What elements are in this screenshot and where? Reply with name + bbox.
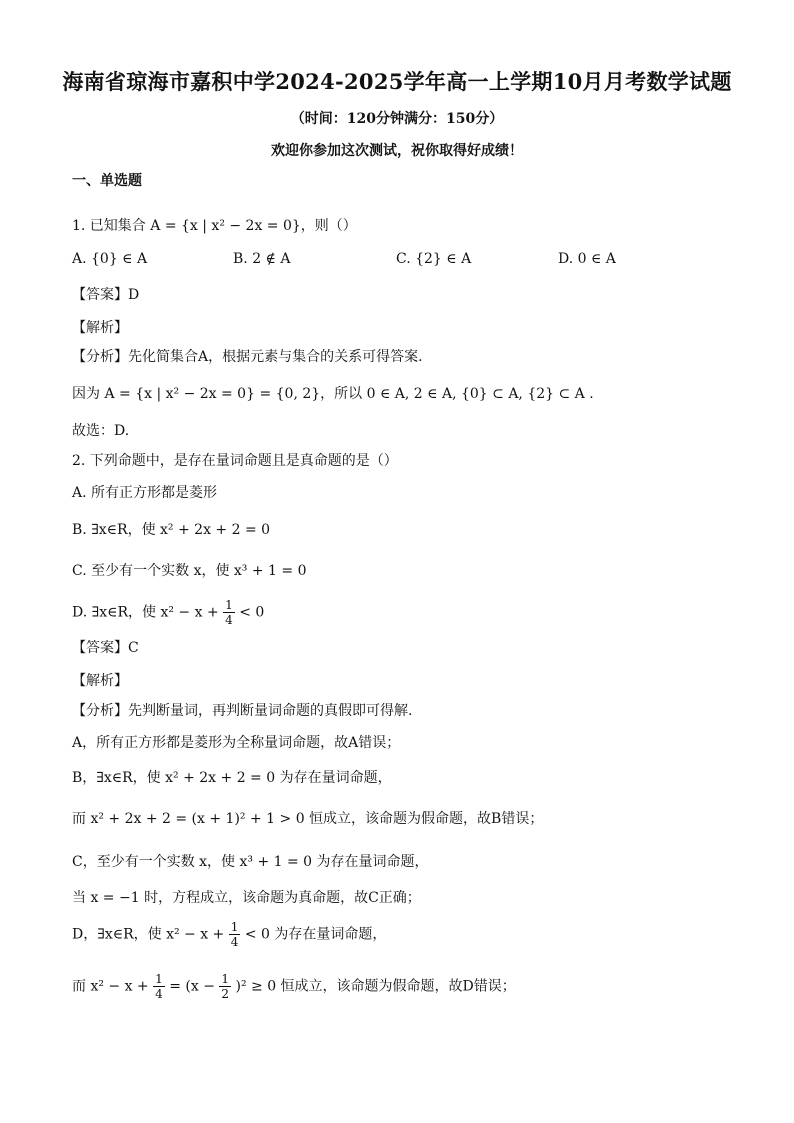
q2-option-d: D. ∃x∈R，使 x² − x + $\frac{1}{4}$ < 0: [72, 598, 265, 627]
q2-explain-a: A，所有正方形都是菱形为全称量词命题，故A错误；: [72, 735, 401, 751]
q1-option-b: B. 2 ∉ A: [233, 251, 291, 267]
q2-explain-d: D，∃x∈R，使 x² − x + $\frac{1}{4}$ < 0 为存在量词命题，: [72, 920, 387, 949]
q1-choice: 故选：D.: [72, 423, 130, 439]
q2-option-d-text: D. ∃x∈R，使 x² − x +: [72, 604, 219, 621]
fraction-one-half: $\frac{1}{2}$: [221, 972, 230, 1001]
q1-option-a: A. {0} ∈ A: [72, 251, 148, 267]
q2-stem: 2. 下列命题中，是存在量词命题且是真命题的是（）: [72, 453, 398, 469]
fraction-one-quarter: $\frac{1}{4}$: [155, 972, 163, 1001]
page-title: 海南省琼海市嘉积中学2024-2025学年高一上学期10月月考数学试题: [62, 69, 732, 94]
greeting-text: 欢迎你参加这次测试，祝你取得好成绩！: [271, 143, 523, 159]
q2-hint: 【分析】先判断量词，再判断量词命题的真假即可得解.: [72, 703, 413, 719]
q1-option-d: D. 0 ∈ A: [558, 251, 616, 267]
q2-answer: 【答案】C: [72, 640, 139, 656]
q1-option-c: C. {2} ∈ A: [396, 251, 472, 267]
q1-hint: 【分析】先化简集合A，根据元素与集合的关系可得答案.: [72, 349, 423, 365]
q2-explain-c: C，至少有一个实数 x，使 x³ + 1 = 0 为存在量词命题，: [72, 854, 429, 870]
fraction-one-quarter: $\frac{1}{4}$: [230, 920, 239, 949]
q2-analysis-label: 【解析】: [72, 673, 128, 689]
q2-explain-b-reason: 而 x² + 2x + 2 = (x + 1)² + 1 > 0 恒成立，该命题为假命题，故B错误；: [72, 811, 544, 827]
exam-time-info: （时间：120分钟满分：150分）: [290, 111, 504, 127]
fraction-one-quarter: $\frac{1}{4}$: [225, 598, 233, 627]
q2-explain-d-reason: 而 x² − x + $\frac{1}{4}$ = (x − $\frac{1}{2}$ )² ≥ 0 恒成立，该命题为假命题，故D错误；: [72, 972, 516, 1001]
section-heading: 一、单选题: [72, 173, 142, 189]
q2-explain-b: B，∃x∈R，使 x² + 2x + 2 = 0 为存在量词命题，: [72, 770, 392, 786]
q2-explain-c-reason: 当 x = −1 时，方程成立，该命题为真命题，故C正确；: [72, 890, 421, 906]
q1-analysis-label: 【解析】: [72, 320, 128, 336]
q2-option-c: C. 至少有一个实数 x，使 x³ + 1 = 0: [72, 563, 307, 579]
q1-answer: 【答案】D: [72, 287, 140, 303]
q2-option-a: A. 所有正方形都是菱形: [72, 485, 218, 501]
q1-reasoning: 因为 A = {x | x² − 2x = 0} = {0, 2}，所以 0 ∈ A, 2 ∈ A, {0} ⊂ A, {2} ⊂ A .: [72, 386, 594, 402]
q1-stem: 1. 已知集合 A = {x | x² − 2x = 0}，则（）: [72, 218, 357, 234]
q2-option-b: B. ∃x∈R，使 x² + 2x + 2 = 0: [72, 522, 271, 538]
